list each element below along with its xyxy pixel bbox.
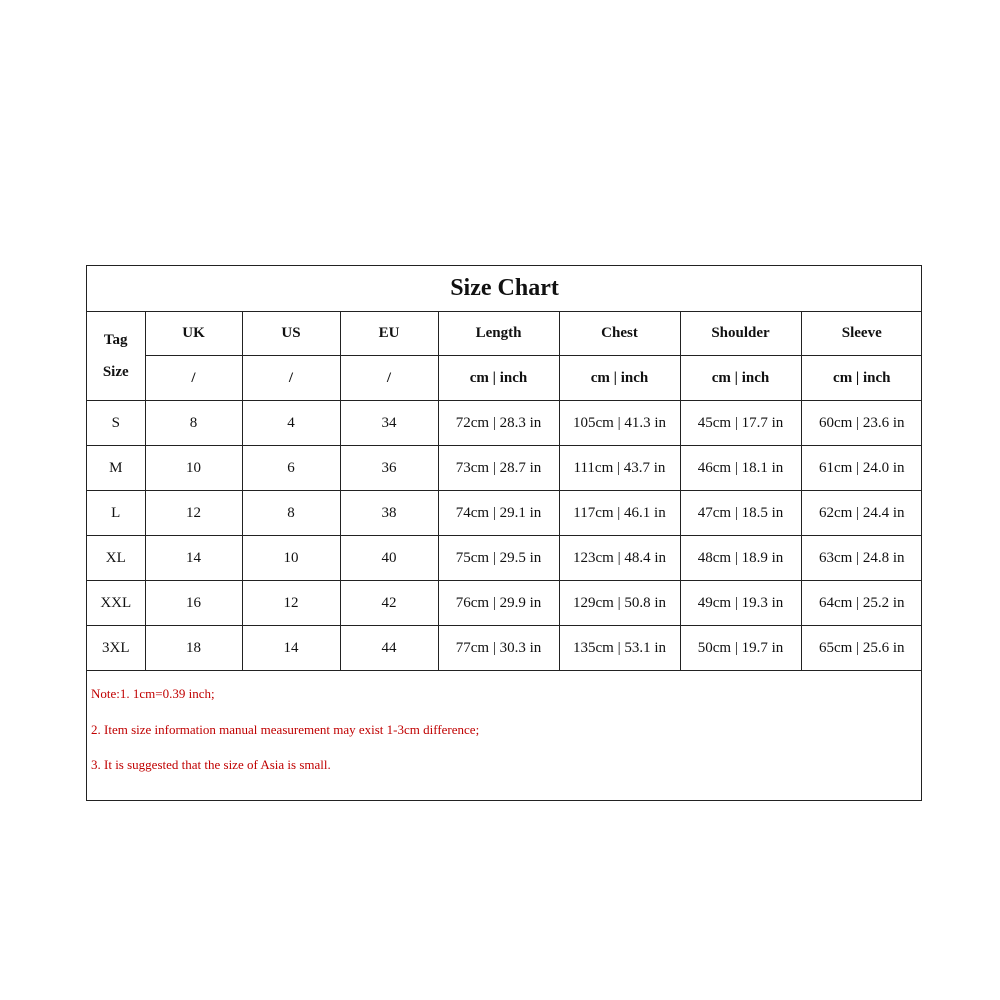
table-cell: 18 (145, 626, 242, 671)
table-cell: 10 (242, 536, 340, 581)
table-cell: 76cm | 29.9 in (438, 581, 559, 626)
unit-header: cm | inch (559, 356, 680, 401)
size-chart (86, 265, 922, 801)
tag-size-header (87, 312, 145, 401)
column-header: Length (438, 312, 559, 356)
table-cell: 105cm | 41.3 in (559, 401, 680, 446)
note-3: 3. It is suggested that the size of Asia is small. (91, 757, 331, 772)
column-header: Sleeve (801, 312, 922, 356)
unit-header: / (145, 356, 242, 401)
table-cell: 60cm | 23.6 in (801, 401, 922, 446)
table-row (87, 446, 922, 491)
table-cell: 34 (340, 401, 438, 446)
table-cell: 61cm | 24.0 in (801, 446, 922, 491)
table-cell: 135cm | 53.1 in (559, 626, 680, 671)
table-cell: 40 (340, 536, 438, 581)
table-row (87, 626, 922, 671)
table-cell: 72cm | 28.3 in (438, 401, 559, 446)
column-header: Shoulder (680, 312, 801, 356)
table-cell: 14 (145, 536, 242, 581)
table-row (87, 581, 922, 626)
table-cell: 12 (242, 581, 340, 626)
table-cell: 50cm | 19.7 in (680, 626, 801, 671)
unit-header: cm | inch (680, 356, 801, 401)
table-cell: 45cm | 17.7 in (680, 401, 801, 446)
table-cell: 123cm | 48.4 in (559, 536, 680, 581)
table-row (87, 491, 922, 536)
table-cell: 10 (145, 446, 242, 491)
note-2: 2. Item size information manual measurement may exist 1-3cm difference; (91, 722, 480, 737)
size-cell: L (87, 491, 145, 536)
chart-title: Size Chart (87, 266, 922, 312)
table-row (87, 536, 922, 581)
note-1: Note:1. 1cm=0.39 inch; (91, 686, 215, 701)
table-cell: 14 (242, 626, 340, 671)
table-cell: 42 (340, 581, 438, 626)
size-label: Size (102, 364, 129, 380)
table-cell: 63cm | 24.8 in (801, 536, 922, 581)
column-header: US (242, 312, 340, 356)
table-cell: 64cm | 25.2 in (801, 581, 922, 626)
table-cell: 75cm | 29.5 in (438, 536, 559, 581)
unit-header: / (340, 356, 438, 401)
table-cell: 77cm | 30.3 in (438, 626, 559, 671)
size-cell: 3XL (87, 626, 145, 671)
table-cell: 111cm | 43.7 in (559, 446, 680, 491)
table-cell: 73cm | 28.7 in (438, 446, 559, 491)
unit-header: cm | inch (438, 356, 559, 401)
table-cell: 44 (340, 626, 438, 671)
column-header: UK (145, 312, 242, 356)
table-cell: 74cm | 29.1 in (438, 491, 559, 536)
table-row (87, 401, 922, 446)
table-cell: 65cm | 25.6 in (801, 626, 922, 671)
table-cell: 129cm | 50.8 in (559, 581, 680, 626)
table-cell: 47cm | 18.5 in (680, 491, 801, 536)
table-cell: 6 (242, 446, 340, 491)
table-cell: 49cm | 19.3 in (680, 581, 801, 626)
unit-header: cm | inch (801, 356, 922, 401)
table-cell: 62cm | 24.4 in (801, 491, 922, 536)
table-cell: 16 (145, 581, 242, 626)
table-cell: 38 (340, 491, 438, 536)
column-header: EU (340, 312, 438, 356)
unit-header: / (242, 356, 340, 401)
size-cell: XXL (87, 581, 145, 626)
table-cell: 117cm | 46.1 in (559, 491, 680, 536)
table-cell: 4 (242, 401, 340, 446)
table-cell: 46cm | 18.1 in (680, 446, 801, 491)
table-cell: 36 (340, 446, 438, 491)
size-table (87, 266, 922, 671)
table-cell: 12 (145, 491, 242, 536)
table-cell: 8 (145, 401, 242, 446)
column-header: Chest (559, 312, 680, 356)
tag-label: Tag (103, 332, 128, 348)
size-cell: S (87, 401, 145, 446)
table-cell: 8 (242, 491, 340, 536)
size-cell: XL (87, 536, 145, 581)
table-cell: 48cm | 18.9 in (680, 536, 801, 581)
size-cell: M (87, 446, 145, 491)
